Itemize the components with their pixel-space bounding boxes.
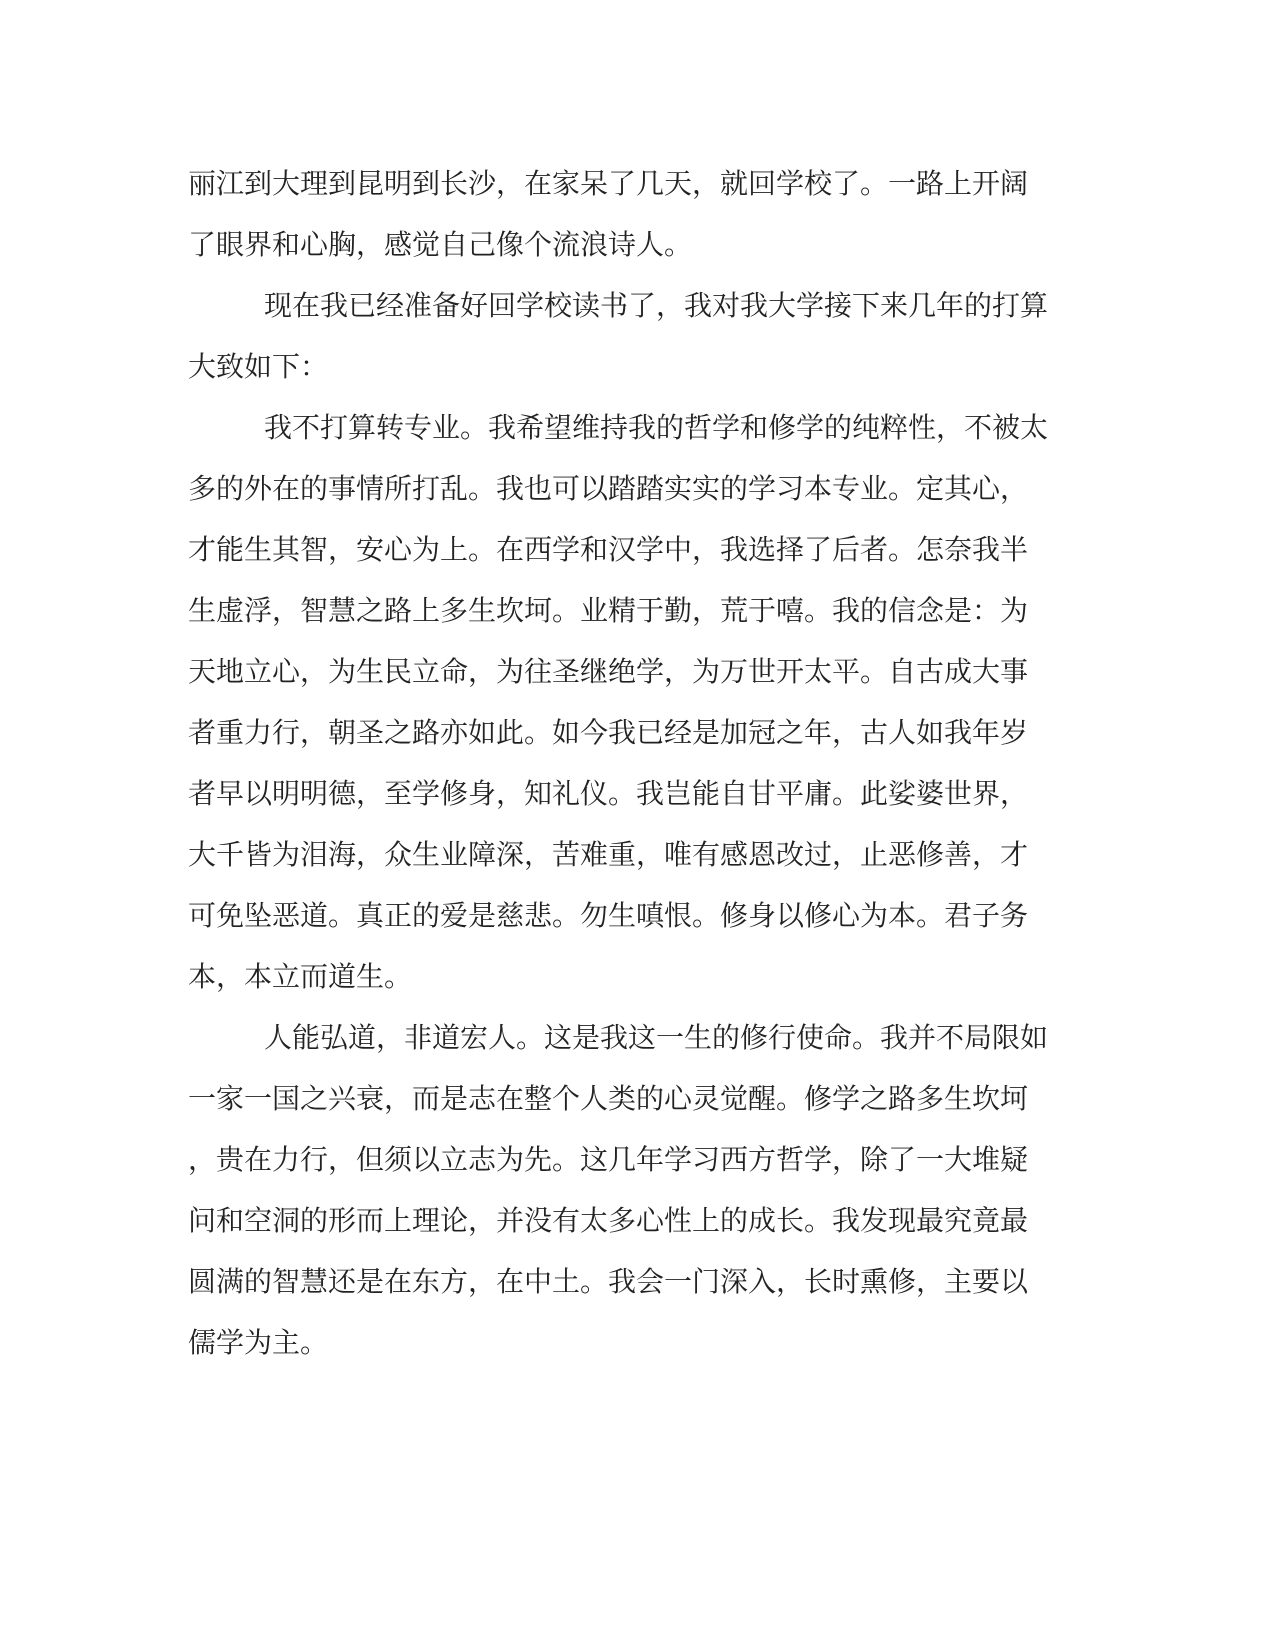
text-line: 者重力行，朝圣之路亦如此。如今我已经是加冠之年，古人如我年岁 xyxy=(188,716,1029,749)
text-line: 我不打算转专业。我希望维持我的哲学和修学的纯粹性，不被太 xyxy=(264,411,1049,444)
text-line: 生虚浮，智慧之路上多生坎坷。业精于勤，荒于嘻。我的信念是：为 xyxy=(188,594,1029,627)
text-line: 天地立心，为生民立命，为往圣继绝学，为万世开太平。自古成大事 xyxy=(188,655,1029,688)
paragraph-2 xyxy=(188,275,1068,397)
text-line: 儒学为主。 xyxy=(188,1326,329,1359)
text-line: 了眼界和心胸，感觉自己像个流浪诗人。 xyxy=(188,228,693,261)
paragraph-3 xyxy=(188,397,1068,1007)
text-line: 问和空洞的形而上理论，并没有太多心性上的成长。我发现最究竟最 xyxy=(188,1204,1029,1237)
text-line: 才能生其智，安心为上。在西学和汉学中，我选择了后者。怎奈我半 xyxy=(188,533,1029,566)
text-line: 者早以明明德，至学修身，知礼仪。我岂能自甘平庸。此娑婆世界， xyxy=(188,777,1029,810)
text-line: 丽江到大理到昆明到长沙，在家呆了几天，就回学校了。一路上开阔 xyxy=(188,167,1029,200)
text-line: 大千皆为泪海，众生业障深，苦难重，唯有感恩改过，止恶修善，才 xyxy=(188,838,1029,871)
text-line: 一家一国之兴衰，而是志在整个人类的心灵觉醒。修学之路多生坎坷 xyxy=(188,1082,1029,1115)
paragraph-1 xyxy=(188,153,1068,275)
text-line: ，贵在力行，但须以立志为先。这几年学习西方哲学，除了一大堆疑 xyxy=(188,1143,1029,1176)
text-line: 本，本立而道生。 xyxy=(188,960,413,993)
body-text xyxy=(188,153,1068,1373)
text-line: 多的外在的事情所打乱。我也可以踏踏实实的学习本专业。定其心， xyxy=(188,472,1029,505)
text-line: 人能弘道，非道宏人。这是我这一生的修行使命。我并不局限如 xyxy=(264,1021,1049,1054)
paragraph-4 xyxy=(188,1007,1068,1373)
text-line: 现在我已经准备好回学校读书了，我对我大学接下来几年的打算 xyxy=(264,289,1049,322)
text-line: 可免坠恶道。真正的爱是慈悲。勿生嗔恨。修身以修心为本。君子务 xyxy=(188,899,1029,932)
text-line: 圆满的智慧还是在东方，在中土。我会一门深入，长时熏修，主要以 xyxy=(188,1265,1029,1298)
text-line: 大致如下： xyxy=(188,350,329,383)
